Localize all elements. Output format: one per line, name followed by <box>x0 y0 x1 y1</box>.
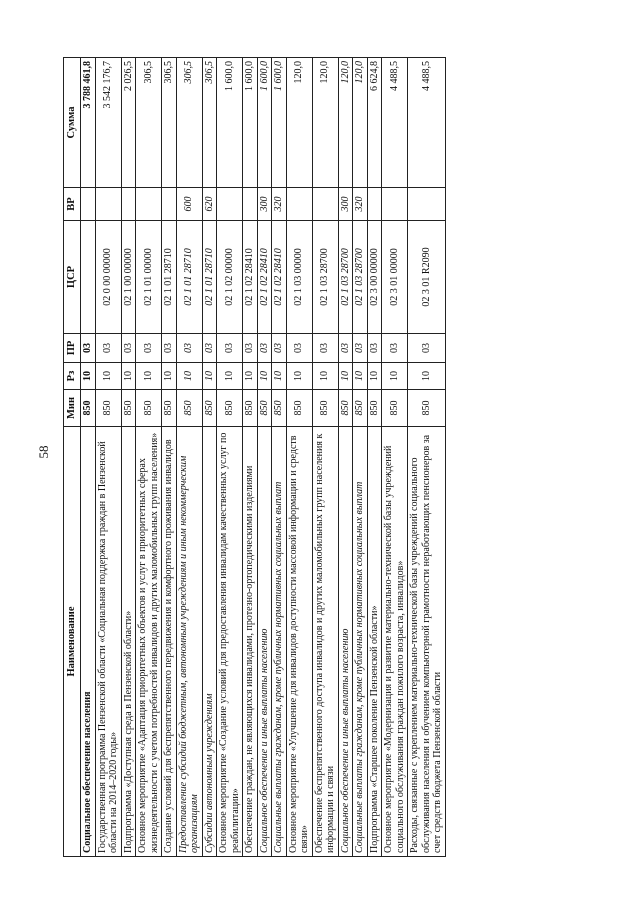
cell-sum: 4 488,5 <box>382 58 408 188</box>
cell-name: Основное мероприятие «Улучшение для инвалидов доступности массовой информации и средств связи» <box>286 427 312 857</box>
header-pr: ПР <box>64 334 81 363</box>
cell-sum: 4 488,5 <box>408 58 446 188</box>
cell-rz: 10 <box>121 363 136 390</box>
cell-sum: 306,5 <box>162 58 177 188</box>
cell-min: 850 <box>408 390 446 427</box>
cell-sum: 120,0 <box>312 58 338 188</box>
table-row <box>95 58 121 857</box>
header-min: Мин <box>64 390 81 427</box>
cell-sum: 120,0 <box>353 58 368 188</box>
cell-min: 850 <box>217 390 243 427</box>
cell-csr: 02 1 02 28410 <box>272 221 287 334</box>
cell-name: Подпрограмма «Доступная среда в Пензенской области» <box>121 427 136 857</box>
cell-rz: 10 <box>136 363 162 390</box>
cell-rz: 10 <box>312 363 338 390</box>
cell-rz: 10 <box>202 363 217 390</box>
cell-vr: 320 <box>353 188 368 221</box>
cell-pr: 03 <box>338 334 353 363</box>
cell-min: 850 <box>243 390 258 427</box>
cell-csr: 02 1 03 28700 <box>353 221 368 334</box>
cell-name: Основное мероприятие «Создание условий для предоставления инвалидам качественных услуг по реабилитации» <box>217 427 243 857</box>
cell-rz: 10 <box>367 363 382 390</box>
cell-min: 850 <box>95 390 121 427</box>
cell-sum: 306,5 <box>202 58 217 188</box>
cell-vr <box>162 188 177 221</box>
header-sum: Сумма <box>64 58 81 188</box>
cell-min: 850 <box>338 390 353 427</box>
cell-csr: 02 1 03 28700 <box>312 221 338 334</box>
cell-pr: 03 <box>121 334 136 363</box>
cell-name: Обеспечение беспрепятственного доступа инвалидов и других маломобильных групп населения к информации и связи <box>312 427 338 857</box>
cell-sum: 3 542 176,7 <box>95 58 121 188</box>
cell-name: Расходы, связанные с укреплением материально-технической базы учреждений социального обслуживания населения и обучением компьютерной грамотности неработающих пенсионеров за счет средств бюджета Пензенской области <box>408 427 446 857</box>
header-vr: ВР <box>64 188 81 221</box>
cell-rz: 10 <box>95 363 121 390</box>
cell-name: Основное мероприятие «Адаптация приоритетных объектов и услуг в приоритетных сферах жизнедеятельности с учетом потребностей инвалидов и других маломобильных групп населения» <box>136 427 162 857</box>
cell-sum: 306,5 <box>136 58 162 188</box>
cell-min: 850 <box>286 390 312 427</box>
cell-vr <box>367 188 382 221</box>
cell-sum: 1 600,0 <box>217 58 243 188</box>
cell-csr: 02 1 01 28710 <box>162 221 177 334</box>
cell-pr: 03 <box>382 334 408 363</box>
cell-pr: 03 <box>217 334 243 363</box>
cell-pr: 03 <box>408 334 446 363</box>
table-row <box>272 58 287 857</box>
cell-pr: 03 <box>95 334 121 363</box>
cell-vr: 620 <box>202 188 217 221</box>
budget-table-rotated <box>63 58 589 857</box>
cell-name: Предоставление субсидий бюджетным, автономным учреждениям и иным некоммерческим организациям <box>176 427 202 857</box>
table-row <box>162 58 177 857</box>
cell-pr: 03 <box>136 334 162 363</box>
cell-name: Социальные выплаты гражданам, кроме публичных нормативных социальных выплат <box>353 427 368 857</box>
header-csr: ЦСР <box>64 221 81 334</box>
cell-min: 850 <box>121 390 136 427</box>
cell-vr <box>81 188 96 221</box>
cell-csr: 02 1 03 00000 <box>286 221 312 334</box>
cell-rz: 10 <box>272 363 287 390</box>
cell-min: 850 <box>353 390 368 427</box>
cell-csr: 02 3 00 00000 <box>367 221 382 334</box>
cell-vr <box>95 188 121 221</box>
cell-rz: 10 <box>338 363 353 390</box>
cell-sum: 306,5 <box>176 58 202 188</box>
cell-csr: 02 1 00 00000 <box>121 221 136 334</box>
table-row <box>286 58 312 857</box>
cell-pr: 03 <box>272 334 287 363</box>
cell-name: Социальное обеспечение и иные выплаты населению <box>338 427 353 857</box>
cell-sum: 2 026,5 <box>121 58 136 188</box>
cell-csr: 02 1 02 00000 <box>217 221 243 334</box>
header-name: Наименование <box>64 427 81 857</box>
table-row <box>121 58 136 857</box>
cell-sum: 1 600,0 <box>272 58 287 188</box>
cell-name: Социальные выплаты гражданам, кроме публичных нормативных социальных выплат <box>272 427 287 857</box>
cell-sum: 6 624,8 <box>367 58 382 188</box>
table-row <box>257 58 272 857</box>
table-row <box>217 58 243 857</box>
cell-csr: 02 1 03 28700 <box>338 221 353 334</box>
table-row <box>243 58 258 857</box>
cell-vr <box>136 188 162 221</box>
cell-name: Подпрограмма «Старшее поколение Пензенской области» <box>367 427 382 857</box>
cell-pr: 03 <box>353 334 368 363</box>
cell-vr <box>243 188 258 221</box>
table-row <box>408 58 446 857</box>
cell-csr: 02 1 02 28410 <box>257 221 272 334</box>
cell-pr: 03 <box>367 334 382 363</box>
table-row <box>353 58 368 857</box>
table-row <box>136 58 162 857</box>
cell-name: Социальное обеспечение населения <box>81 427 96 857</box>
cell-vr <box>121 188 136 221</box>
cell-pr: 03 <box>286 334 312 363</box>
cell-rz: 10 <box>382 363 408 390</box>
cell-rz: 10 <box>217 363 243 390</box>
cell-vr: 300 <box>338 188 353 221</box>
cell-min: 850 <box>176 390 202 427</box>
table-row <box>367 58 382 857</box>
cell-pr: 03 <box>312 334 338 363</box>
cell-vr: 600 <box>176 188 202 221</box>
cell-name: Создание условий для беспрепятственного передвижения и комфортного проживания инвалидов <box>162 427 177 857</box>
cell-csr <box>81 221 96 334</box>
cell-min: 850 <box>136 390 162 427</box>
cell-sum: 3 788 461,8 <box>81 58 96 188</box>
cell-rz: 10 <box>353 363 368 390</box>
header-rz: Рз <box>64 363 81 390</box>
cell-rz: 10 <box>162 363 177 390</box>
cell-csr: 02 1 01 28710 <box>202 221 217 334</box>
cell-min: 850 <box>382 390 408 427</box>
table-row <box>382 58 408 857</box>
cell-vr: 300 <box>257 188 272 221</box>
cell-min: 850 <box>367 390 382 427</box>
cell-name: Социальное обеспечение и иные выплаты населению <box>257 427 272 857</box>
cell-sum: 1 600,0 <box>257 58 272 188</box>
cell-csr: 02 3 01 00000 <box>382 221 408 334</box>
cell-rz: 10 <box>176 363 202 390</box>
cell-vr <box>312 188 338 221</box>
cell-rz: 10 <box>408 363 446 390</box>
cell-csr: 02 1 02 28410 <box>243 221 258 334</box>
cell-pr: 03 <box>81 334 96 363</box>
cell-csr: 02 1 01 28710 <box>176 221 202 334</box>
table-row <box>176 58 202 857</box>
cell-vr <box>408 188 446 221</box>
cell-name: Основное мероприятие «Модернизация и развитие материально-технической базы учреждений социального обслуживания граждан пожилого возраста, инвалидов» <box>382 427 408 857</box>
cell-vr <box>382 188 408 221</box>
cell-csr: 02 1 01 00000 <box>136 221 162 334</box>
cell-min: 850 <box>257 390 272 427</box>
cell-vr <box>217 188 243 221</box>
budget-table <box>63 57 446 857</box>
table-header-row <box>64 58 81 857</box>
cell-name: Субсидии автономным учреждениям <box>202 427 217 857</box>
table-row <box>81 58 96 857</box>
cell-pr: 03 <box>162 334 177 363</box>
cell-pr: 03 <box>257 334 272 363</box>
cell-min: 850 <box>272 390 287 427</box>
cell-name: Обеспечение граждан, не являющихся инвалидами, протезно-ортопедическими изделиями <box>243 427 258 857</box>
cell-rz: 10 <box>81 363 96 390</box>
cell-sum: 1 600,0 <box>243 58 258 188</box>
cell-pr: 03 <box>243 334 258 363</box>
table-row <box>202 58 217 857</box>
cell-vr <box>286 188 312 221</box>
page-number: 58 <box>36 445 51 459</box>
cell-pr: 03 <box>176 334 202 363</box>
cell-name: Государственная программа Пензенской области «Социальная поддержка граждан в Пензенской области на 2014–2020 годы» <box>95 427 121 857</box>
cell-sum: 120,0 <box>338 58 353 188</box>
cell-pr: 03 <box>202 334 217 363</box>
cell-rz: 10 <box>286 363 312 390</box>
cell-vr: 320 <box>272 188 287 221</box>
cell-min: 850 <box>81 390 96 427</box>
cell-min: 850 <box>162 390 177 427</box>
cell-sum: 120,0 <box>286 58 312 188</box>
cell-min: 850 <box>202 390 217 427</box>
table-row <box>312 58 338 857</box>
cell-rz: 10 <box>257 363 272 390</box>
table-row <box>338 58 353 857</box>
cell-min: 850 <box>312 390 338 427</box>
cell-rz: 10 <box>243 363 258 390</box>
cell-csr: 02 3 01 R2090 <box>408 221 446 334</box>
cell-csr: 02 0 00 00000 <box>95 221 121 334</box>
